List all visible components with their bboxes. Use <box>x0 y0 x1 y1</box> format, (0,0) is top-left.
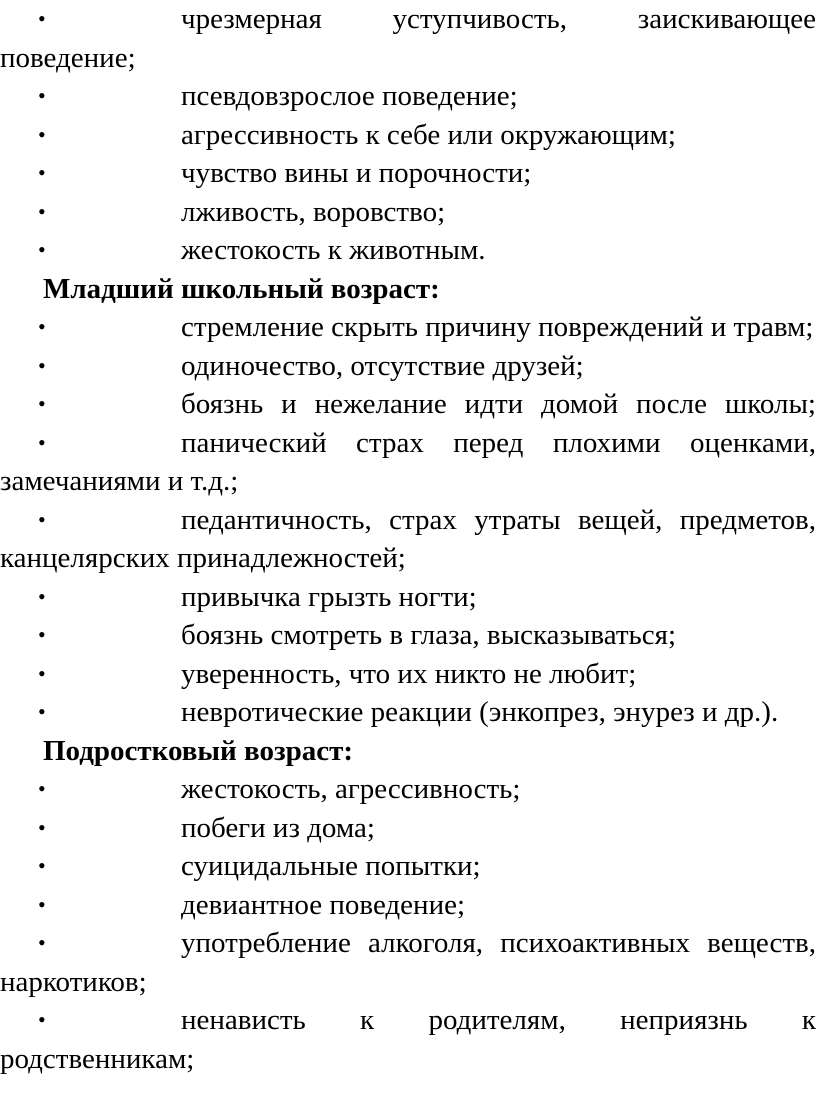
section-heading-junior-school: Младший школьный возраст: <box>43 272 440 305</box>
list-item-text: невротические реакции (энкопрез, энурез и др.). <box>181 696 779 728</box>
list-item <box>0 0 816 77</box>
list-item <box>0 347 816 386</box>
list-item <box>0 308 816 347</box>
bullet-icon: • <box>38 814 46 840</box>
list-item-text: суицидальные попытки; <box>181 850 481 882</box>
bullet-icon: • <box>38 391 46 416</box>
list-item-text: побеги из дома; <box>181 811 375 844</box>
bullet-icon: • <box>38 776 46 801</box>
list-item <box>0 886 816 925</box>
list-item-text: педантичность, страх утраты вещей, предметов, канцелярских принадлежностей; <box>0 503 816 574</box>
list-item-text: стремление скрыть причину повреждений и травм; <box>181 311 814 343</box>
list-item <box>0 1001 816 1078</box>
bullet-icon: • <box>38 121 46 147</box>
list-item <box>0 578 816 617</box>
list-item <box>0 770 816 809</box>
list-item <box>0 616 816 655</box>
bullet-icon: • <box>38 506 46 532</box>
bullet-icon: • <box>38 237 46 262</box>
list-item-text: девиантное поведение; <box>181 888 466 921</box>
list-item-text: боязнь смотреть в глаза, высказываться; <box>181 619 677 651</box>
bullet-icon: • <box>38 583 46 609</box>
list-item-text: одиночество, отсутствие друзей; <box>181 349 584 382</box>
list-item-text: лживость, воровство; <box>181 195 446 228</box>
list-item-text: боязнь и нежелание идти домой после школы; <box>181 388 816 420</box>
list-item-text: ненависть к родителям, неприязнь к родственникам; <box>0 1004 816 1075</box>
list-item <box>0 847 816 886</box>
bullet-icon: • <box>38 160 46 185</box>
bullet-icon: • <box>38 429 46 455</box>
bullet-icon: • <box>38 699 46 724</box>
list-item <box>0 116 816 155</box>
bullet-icon: • <box>38 622 46 647</box>
list-item <box>0 693 816 732</box>
list-item-text: привычка грызть ногти; <box>181 580 477 613</box>
list-item <box>0 809 816 848</box>
list-item <box>0 193 816 232</box>
list-item-text: уверенность, что их никто не любит; <box>181 657 637 690</box>
bullet-icon: • <box>38 1007 46 1032</box>
list-item-text: чрезмерная уступчивость, заискивающее поведение; <box>0 3 816 74</box>
list-item-text: панический страх перед плохими оценками, замечаниями и т.д.; <box>0 426 816 497</box>
list-item-text: жестокость, агрессивность; <box>181 773 521 805</box>
list-item-text: чувство вины и порочности; <box>181 157 532 189</box>
list-item <box>0 424 816 501</box>
bullet-icon: • <box>38 853 46 878</box>
list-item <box>0 501 816 578</box>
list-item-text: жестокость к животным. <box>181 234 486 266</box>
list-item-text: агрессивность к себе или окружающим; <box>181 118 676 151</box>
bullet-icon: • <box>38 352 46 378</box>
list-item <box>0 385 816 424</box>
bullet-icon: • <box>38 930 46 955</box>
list-item <box>0 655 816 694</box>
section-heading-adolescence: Подростковый возраст: <box>43 734 354 767</box>
list-item <box>0 231 816 270</box>
list-item <box>0 924 816 1001</box>
list-item <box>0 77 816 116</box>
list-item <box>0 154 816 193</box>
bullet-icon: • <box>38 660 46 686</box>
bullet-icon: • <box>38 198 46 224</box>
list-item-text: псевдовзрослое поведение; <box>181 80 518 112</box>
bullet-icon: • <box>38 314 46 339</box>
list-item-text: употребление алкоголя, психоактивных веществ, наркотиков; <box>0 927 816 998</box>
bullet-icon: • <box>38 891 46 917</box>
bullet-icon: • <box>38 6 46 31</box>
bullet-icon: • <box>38 83 46 108</box>
